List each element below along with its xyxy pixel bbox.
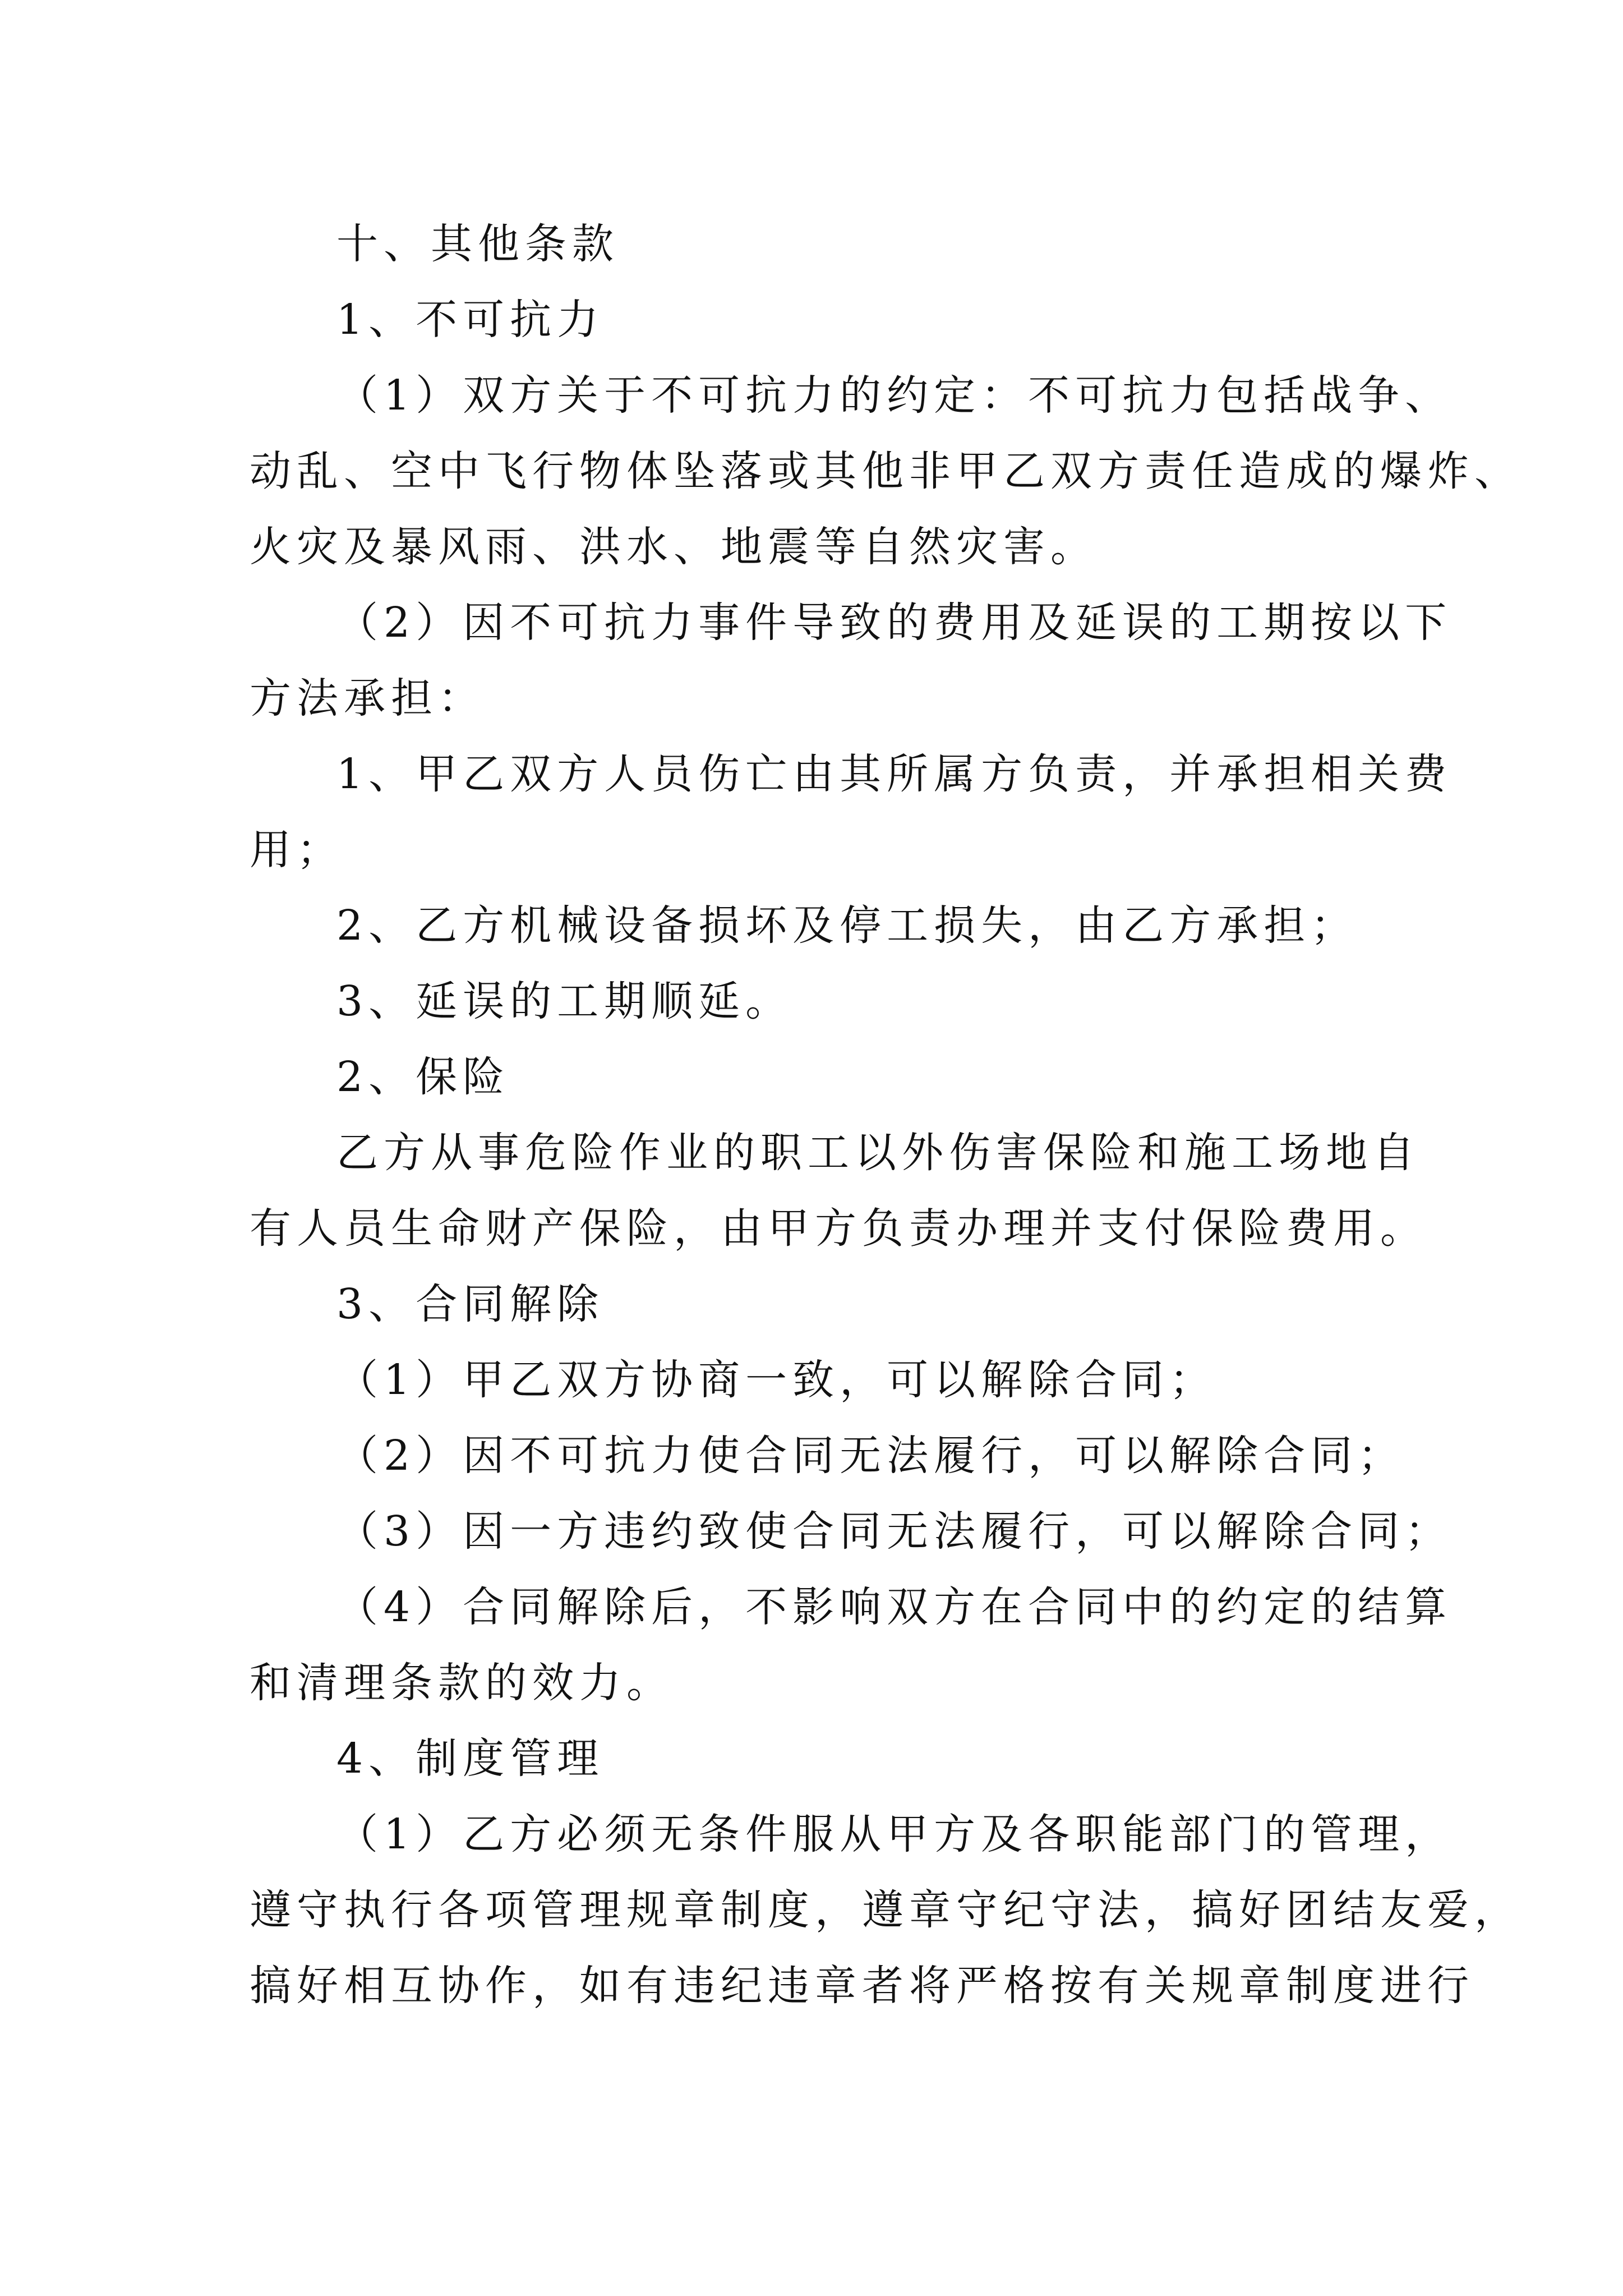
paragraph-line: 遵守执行各项管理规章制度，遵章守纪守法，搞好团结友爱，	[250, 1886, 1521, 1934]
clause-heading: 3、合同解除	[336, 1280, 605, 1328]
paragraph-line: （1）双方关于不可抗力的约定：不可抗力包括战争、	[336, 371, 1453, 420]
paragraph-line: 用；	[250, 826, 344, 874]
paragraph-line: （1）甲乙双方协商一致，可以解除合同；	[336, 1356, 1217, 1404]
paragraph-line: （2）因不可抗力使合同无法履行，可以解除合同；	[336, 1432, 1405, 1480]
paragraph-line: （2）因不可抗力事件导致的费用及延误的工期按以下	[336, 599, 1453, 647]
paragraph-line: 动乱、空中飞行物体坠落或其他非甲乙双方责任造成的爆炸、	[250, 447, 1521, 495]
clause-heading: 2、保险	[336, 1053, 510, 1101]
paragraph-line: 和清理条款的效力。	[250, 1659, 674, 1707]
paragraph-line: 3、延误的工期顺延。	[336, 977, 793, 1025]
paragraph-line: 搞好相互协作，如有违纪违章者将严格按有关规章制度进行	[250, 1962, 1474, 2010]
clause-heading: 1、不可抗力	[336, 296, 605, 344]
clause-heading: 4、制度管理	[336, 1734, 605, 1783]
paragraph-line: 方法承担：	[250, 674, 485, 723]
paragraph-line: 乙方从事危险作业的职工以外伤害保险和施工场地自	[336, 1129, 1420, 1177]
paragraph-line: 1、甲乙双方人员伤亡由其所属方负责，并承担相关费	[336, 750, 1453, 798]
paragraph-line: 火灾及暴风雨、洪水、地震等自然灾害。	[250, 523, 1098, 571]
section-heading: 十、其他条款	[336, 220, 619, 268]
paragraph-line: （1）乙方必须无条件服从甲方及各职能部门的管理，	[336, 1810, 1453, 1858]
paragraph-line: （4）合同解除后，不影响双方在合同中的约定的结算	[336, 1583, 1453, 1631]
paragraph-line: 有人员生命财产保险，由甲方负责办理并支付保险费用。	[250, 1204, 1427, 1253]
paragraph-line: （3）因一方违约致使合同无法履行，可以解除合同；	[336, 1507, 1453, 1556]
paragraph-line: 2、乙方机械设备损坏及停工损失，由乙方承担；	[336, 901, 1358, 950]
